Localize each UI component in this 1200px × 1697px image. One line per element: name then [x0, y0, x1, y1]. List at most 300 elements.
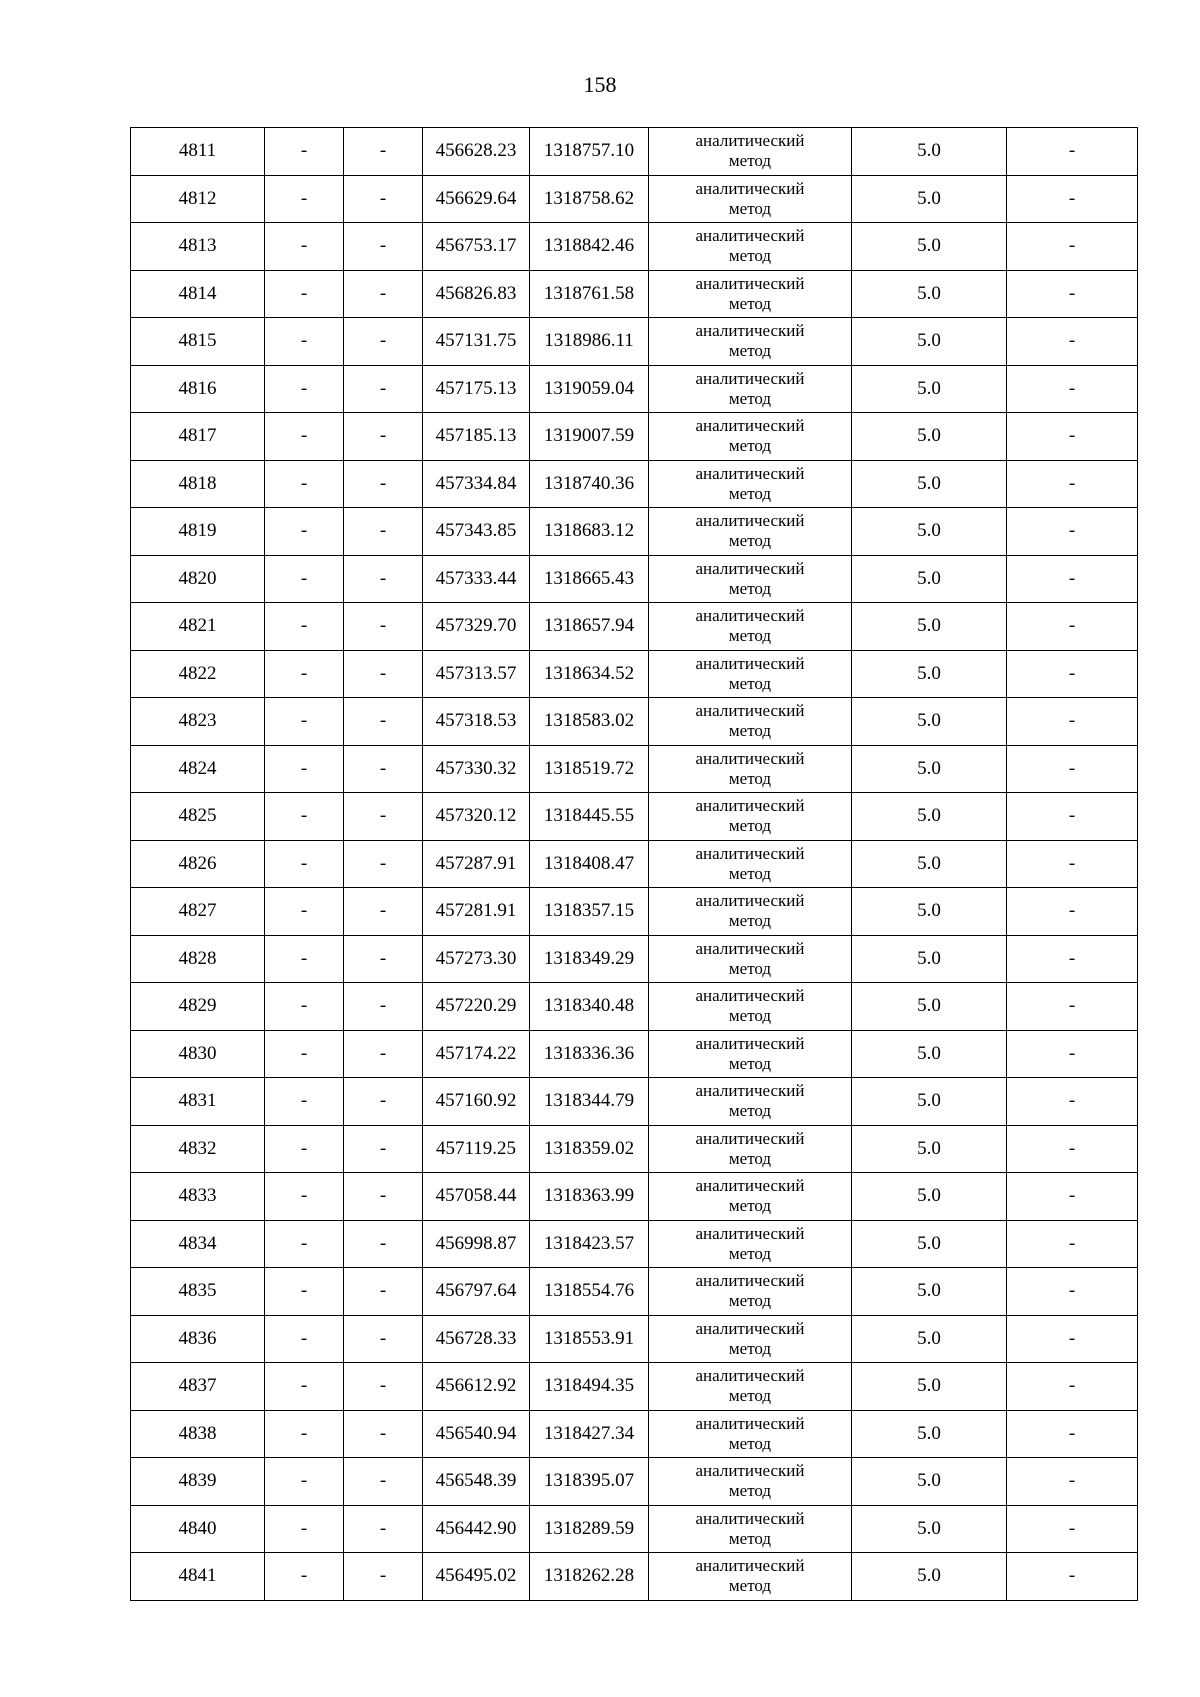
y-coordinate-cell: 1318665.43 — [530, 555, 649, 603]
dash-cell: - — [265, 1505, 344, 1553]
dash-cell: - — [1007, 1268, 1138, 1316]
method-line-2: метод — [728, 958, 772, 978]
dash-cell: - — [265, 1125, 344, 1173]
point-number-cell: 4814 — [131, 270, 265, 318]
y-coordinate-cell: 1318634.52 — [530, 650, 649, 698]
method-line-2: метод — [728, 341, 772, 361]
dash-cell: - — [1007, 1078, 1138, 1126]
dash-cell: - — [265, 983, 344, 1031]
method-line-2: метод — [728, 1053, 772, 1073]
table-row — [131, 1363, 1138, 1411]
method-cell — [649, 935, 852, 983]
method-cell — [649, 365, 852, 413]
method-line-1: аналитический — [695, 368, 805, 388]
point-number-cell: 4831 — [131, 1078, 265, 1126]
method-cell — [649, 1220, 852, 1268]
method-line-2: метод — [728, 151, 772, 171]
point-number-cell: 4835 — [131, 1268, 265, 1316]
dash-cell: - — [1007, 983, 1138, 1031]
method-line-1: аналитический — [695, 178, 805, 198]
dash-cell: - — [265, 1078, 344, 1126]
dash-cell: - — [1007, 270, 1138, 318]
point-number-cell: 4839 — [131, 1458, 265, 1506]
point-number-cell: 4828 — [131, 935, 265, 983]
dash-cell: - — [344, 460, 423, 508]
accuracy-cell: 5.0 — [852, 1030, 1007, 1078]
method-line-1: аналитический — [695, 748, 805, 768]
accuracy-cell: 5.0 — [852, 888, 1007, 936]
accuracy-cell: 5.0 — [852, 1220, 1007, 1268]
method-cell — [649, 1410, 852, 1458]
dash-cell: - — [265, 935, 344, 983]
dash-cell: - — [265, 1173, 344, 1221]
method-cell — [649, 745, 852, 793]
x-coordinate-cell: 457329.70 — [423, 603, 530, 651]
table-row — [131, 175, 1138, 223]
accuracy-cell: 5.0 — [852, 840, 1007, 888]
table-row — [131, 888, 1138, 936]
method-line-1: аналитический — [695, 891, 805, 911]
y-coordinate-cell: 1318758.62 — [530, 175, 649, 223]
method-line-2: метод — [728, 626, 772, 646]
method-line-1: аналитический — [695, 1461, 805, 1481]
accuracy-cell: 5.0 — [852, 1410, 1007, 1458]
y-coordinate-cell: 1318427.34 — [530, 1410, 649, 1458]
method-line-1: аналитический — [695, 1223, 805, 1243]
y-coordinate-cell: 1318344.79 — [530, 1078, 649, 1126]
x-coordinate-cell: 456548.39 — [423, 1458, 530, 1506]
accuracy-cell: 5.0 — [852, 175, 1007, 223]
dash-cell: - — [344, 888, 423, 936]
method-line-1: аналитический — [695, 463, 805, 483]
point-number-cell: 4834 — [131, 1220, 265, 1268]
y-coordinate-cell: 1318408.47 — [530, 840, 649, 888]
dash-cell: - — [1007, 650, 1138, 698]
dash-cell: - — [1007, 1410, 1138, 1458]
dash-cell: - — [344, 603, 423, 651]
dash-cell: - — [344, 1410, 423, 1458]
method-line-2: метод — [728, 816, 772, 836]
method-cell — [649, 1030, 852, 1078]
dash-cell: - — [265, 1410, 344, 1458]
method-line-1: аналитический — [695, 796, 805, 816]
x-coordinate-cell: 456629.64 — [423, 175, 530, 223]
accuracy-cell: 5.0 — [852, 935, 1007, 983]
method-line-2: метод — [728, 1576, 772, 1596]
method-cell — [649, 1173, 852, 1221]
table-row — [131, 555, 1138, 603]
method-cell — [649, 888, 852, 936]
dash-cell: - — [344, 128, 423, 176]
method-cell — [649, 698, 852, 746]
table-row — [131, 650, 1138, 698]
accuracy-cell: 5.0 — [852, 1505, 1007, 1553]
accuracy-cell: 5.0 — [852, 223, 1007, 271]
y-coordinate-cell: 1318553.91 — [530, 1315, 649, 1363]
method-line-1: аналитический — [695, 1176, 805, 1196]
dash-cell: - — [1007, 1030, 1138, 1078]
dash-cell: - — [265, 128, 344, 176]
dash-cell: - — [344, 935, 423, 983]
table-row — [131, 128, 1138, 176]
dash-cell: - — [1007, 1173, 1138, 1221]
method-line-2: метод — [728, 1101, 772, 1121]
table-row — [131, 1315, 1138, 1363]
method-cell — [649, 1458, 852, 1506]
point-number-cell: 4815 — [131, 318, 265, 366]
accuracy-cell: 5.0 — [852, 460, 1007, 508]
dash-cell: - — [265, 1030, 344, 1078]
method-cell — [649, 460, 852, 508]
dash-cell: - — [265, 1553, 344, 1601]
table-row — [131, 365, 1138, 413]
point-number-cell: 4826 — [131, 840, 265, 888]
method-cell — [649, 270, 852, 318]
table-row — [131, 318, 1138, 366]
method-line-1: аналитический — [695, 131, 805, 151]
method-line-2: метод — [728, 768, 772, 788]
x-coordinate-cell: 457273.30 — [423, 935, 530, 983]
x-coordinate-cell: 456753.17 — [423, 223, 530, 271]
point-number-cell: 4841 — [131, 1553, 265, 1601]
method-cell — [649, 555, 852, 603]
method-cell — [649, 1505, 852, 1553]
x-coordinate-cell: 457174.22 — [423, 1030, 530, 1078]
method-cell — [649, 603, 852, 651]
method-line-2: метод — [728, 1243, 772, 1263]
table-row — [131, 983, 1138, 1031]
dash-cell: - — [1007, 175, 1138, 223]
dash-cell: - — [344, 1173, 423, 1221]
dash-cell: - — [344, 318, 423, 366]
table-row — [131, 1220, 1138, 1268]
table-row — [131, 1553, 1138, 1601]
method-line-1: аналитический — [695, 1556, 805, 1576]
method-line-1: аналитический — [695, 321, 805, 341]
x-coordinate-cell: 457318.53 — [423, 698, 530, 746]
accuracy-cell: 5.0 — [852, 1173, 1007, 1221]
point-number-cell: 4827 — [131, 888, 265, 936]
method-line-1: аналитический — [695, 511, 805, 531]
y-coordinate-cell: 1318336.36 — [530, 1030, 649, 1078]
table-row — [131, 1125, 1138, 1173]
x-coordinate-cell: 456442.90 — [423, 1505, 530, 1553]
y-coordinate-cell: 1318554.76 — [530, 1268, 649, 1316]
method-line-2: метод — [728, 1338, 772, 1358]
table-row — [131, 270, 1138, 318]
accuracy-cell: 5.0 — [852, 1553, 1007, 1601]
point-number-cell: 4817 — [131, 413, 265, 461]
accuracy-cell: 5.0 — [852, 698, 1007, 746]
dash-cell: - — [1007, 603, 1138, 651]
y-coordinate-cell: 1318340.48 — [530, 983, 649, 1031]
method-line-2: метод — [728, 721, 772, 741]
table-row — [131, 508, 1138, 556]
method-line-2: метод — [728, 1528, 772, 1548]
dash-cell: - — [1007, 1315, 1138, 1363]
dash-cell: - — [265, 1220, 344, 1268]
y-coordinate-cell: 1318359.02 — [530, 1125, 649, 1173]
table-row — [131, 223, 1138, 271]
x-coordinate-cell: 457119.25 — [423, 1125, 530, 1173]
point-number-cell: 4830 — [131, 1030, 265, 1078]
dash-cell: - — [1007, 793, 1138, 841]
dash-cell: - — [344, 650, 423, 698]
method-line-1: аналитический — [695, 1081, 805, 1101]
dash-cell: - — [1007, 1505, 1138, 1553]
x-coordinate-cell: 457320.12 — [423, 793, 530, 841]
y-coordinate-cell: 1318583.02 — [530, 698, 649, 746]
method-line-2: метод — [728, 293, 772, 313]
y-coordinate-cell: 1318494.35 — [530, 1363, 649, 1411]
dash-cell: - — [1007, 888, 1138, 936]
dash-cell: - — [344, 698, 423, 746]
accuracy-cell: 5.0 — [852, 603, 1007, 651]
x-coordinate-cell: 457313.57 — [423, 650, 530, 698]
method-cell — [649, 840, 852, 888]
dash-cell: - — [1007, 745, 1138, 793]
method-line-2: метод — [728, 531, 772, 551]
point-number-cell: 4819 — [131, 508, 265, 556]
method-line-1: аналитический — [695, 1033, 805, 1053]
point-number-cell: 4838 — [131, 1410, 265, 1458]
method-line-2: метод — [728, 483, 772, 503]
dash-cell: - — [344, 1125, 423, 1173]
x-coordinate-cell: 457333.44 — [423, 555, 530, 603]
y-coordinate-cell: 1319007.59 — [530, 413, 649, 461]
y-coordinate-cell: 1318986.11 — [530, 318, 649, 366]
dash-cell: - — [344, 1315, 423, 1363]
coordinates-table — [130, 127, 1138, 1601]
table-row — [131, 698, 1138, 746]
method-line-1: аналитический — [695, 1508, 805, 1528]
method-line-1: аналитический — [695, 843, 805, 863]
dash-cell: - — [265, 508, 344, 556]
page-number: 158 — [583, 72, 617, 97]
dash-cell: - — [1007, 508, 1138, 556]
x-coordinate-cell: 456628.23 — [423, 128, 530, 176]
method-line-2: метод — [728, 388, 772, 408]
point-number-cell: 4824 — [131, 745, 265, 793]
dash-cell: - — [344, 745, 423, 793]
method-line-1: аналитический — [695, 558, 805, 578]
y-coordinate-cell: 1318289.59 — [530, 1505, 649, 1553]
dash-cell: - — [344, 555, 423, 603]
dash-cell: - — [344, 1030, 423, 1078]
method-line-2: метод — [728, 578, 772, 598]
x-coordinate-cell: 456495.02 — [423, 1553, 530, 1601]
y-coordinate-cell: 1318262.28 — [530, 1553, 649, 1601]
table-row — [131, 1078, 1138, 1126]
method-line-1: аналитический — [695, 273, 805, 293]
method-line-1: аналитический — [695, 986, 805, 1006]
dash-cell: - — [265, 318, 344, 366]
dash-cell: - — [344, 1553, 423, 1601]
point-number-cell: 4836 — [131, 1315, 265, 1363]
dash-cell: - — [1007, 318, 1138, 366]
point-number-cell: 4825 — [131, 793, 265, 841]
method-cell — [649, 508, 852, 556]
dash-cell: - — [1007, 365, 1138, 413]
dash-cell: - — [344, 840, 423, 888]
dash-cell: - — [265, 555, 344, 603]
x-coordinate-cell: 457058.44 — [423, 1173, 530, 1221]
dash-cell: - — [265, 1458, 344, 1506]
method-line-2: метод — [728, 1291, 772, 1311]
dash-cell: - — [265, 365, 344, 413]
dash-cell: - — [265, 698, 344, 746]
x-coordinate-cell: 457175.13 — [423, 365, 530, 413]
point-number-cell: 4811 — [131, 128, 265, 176]
dash-cell: - — [265, 460, 344, 508]
dash-cell: - — [1007, 1553, 1138, 1601]
dash-cell: - — [265, 175, 344, 223]
dash-cell: - — [265, 413, 344, 461]
dash-cell: - — [265, 270, 344, 318]
x-coordinate-cell: 457334.84 — [423, 460, 530, 508]
point-number-cell: 4832 — [131, 1125, 265, 1173]
table-row — [131, 1268, 1138, 1316]
accuracy-cell: 5.0 — [852, 508, 1007, 556]
method-cell — [649, 1078, 852, 1126]
table-row — [131, 793, 1138, 841]
table-row — [131, 840, 1138, 888]
x-coordinate-cell: 457287.91 — [423, 840, 530, 888]
y-coordinate-cell: 1318761.58 — [530, 270, 649, 318]
point-number-cell: 4818 — [131, 460, 265, 508]
dash-cell: - — [1007, 128, 1138, 176]
accuracy-cell: 5.0 — [852, 650, 1007, 698]
dash-cell: - — [1007, 555, 1138, 603]
method-line-2: метод — [728, 673, 772, 693]
accuracy-cell: 5.0 — [852, 270, 1007, 318]
accuracy-cell: 5.0 — [852, 555, 1007, 603]
x-coordinate-cell: 457160.92 — [423, 1078, 530, 1126]
method-line-1: аналитический — [695, 226, 805, 246]
dash-cell: - — [344, 413, 423, 461]
table-row — [131, 1173, 1138, 1221]
dash-cell: - — [1007, 1363, 1138, 1411]
x-coordinate-cell: 456540.94 — [423, 1410, 530, 1458]
accuracy-cell: 5.0 — [852, 128, 1007, 176]
method-line-1: аналитический — [695, 653, 805, 673]
y-coordinate-cell: 1318363.99 — [530, 1173, 649, 1221]
table-row — [131, 1410, 1138, 1458]
x-coordinate-cell: 456826.83 — [423, 270, 530, 318]
y-coordinate-cell: 1318842.46 — [530, 223, 649, 271]
table-row — [131, 413, 1138, 461]
method-line-2: метод — [728, 1196, 772, 1216]
table-row — [131, 1030, 1138, 1078]
dash-cell: - — [1007, 1458, 1138, 1506]
accuracy-cell: 5.0 — [852, 793, 1007, 841]
method-line-1: аналитический — [695, 606, 805, 626]
dash-cell: - — [265, 745, 344, 793]
method-cell — [649, 650, 852, 698]
point-number-cell: 4837 — [131, 1363, 265, 1411]
method-cell — [649, 1315, 852, 1363]
accuracy-cell: 5.0 — [852, 983, 1007, 1031]
point-number-cell: 4813 — [131, 223, 265, 271]
method-cell — [649, 1553, 852, 1601]
x-coordinate-cell: 456998.87 — [423, 1220, 530, 1268]
method-cell — [649, 223, 852, 271]
y-coordinate-cell: 1318519.72 — [530, 745, 649, 793]
dash-cell: - — [1007, 1220, 1138, 1268]
method-cell — [649, 1125, 852, 1173]
accuracy-cell: 5.0 — [852, 1268, 1007, 1316]
method-cell — [649, 1268, 852, 1316]
y-coordinate-cell: 1318423.57 — [530, 1220, 649, 1268]
x-coordinate-cell: 457343.85 — [423, 508, 530, 556]
method-line-1: аналитический — [695, 938, 805, 958]
y-coordinate-cell: 1318740.36 — [530, 460, 649, 508]
y-coordinate-cell: 1318683.12 — [530, 508, 649, 556]
y-coordinate-cell: 1318657.94 — [530, 603, 649, 651]
method-line-1: аналитический — [695, 1128, 805, 1148]
dash-cell: - — [265, 793, 344, 841]
accuracy-cell: 5.0 — [852, 1363, 1007, 1411]
dash-cell: - — [265, 603, 344, 651]
y-coordinate-cell: 1318349.29 — [530, 935, 649, 983]
table-body — [131, 128, 1138, 1601]
table-row — [131, 745, 1138, 793]
dash-cell: - — [344, 1220, 423, 1268]
method-line-2: метод — [728, 198, 772, 218]
dash-cell: - — [265, 840, 344, 888]
dash-cell: - — [265, 650, 344, 698]
x-coordinate-cell: 457131.75 — [423, 318, 530, 366]
dash-cell: - — [344, 365, 423, 413]
dash-cell: - — [1007, 840, 1138, 888]
table-row — [131, 460, 1138, 508]
point-number-cell: 4821 — [131, 603, 265, 651]
table-row — [131, 1458, 1138, 1506]
method-line-1: аналитический — [695, 416, 805, 436]
method-line-1: аналитический — [695, 1271, 805, 1291]
method-cell — [649, 128, 852, 176]
table-row — [131, 935, 1138, 983]
method-line-2: метод — [728, 1006, 772, 1026]
dash-cell: - — [1007, 1125, 1138, 1173]
x-coordinate-cell: 457281.91 — [423, 888, 530, 936]
method-cell — [649, 175, 852, 223]
dash-cell: - — [344, 270, 423, 318]
x-coordinate-cell: 457185.13 — [423, 413, 530, 461]
dash-cell: - — [1007, 460, 1138, 508]
method-cell — [649, 1363, 852, 1411]
dash-cell: - — [344, 508, 423, 556]
dash-cell: - — [344, 1458, 423, 1506]
method-line-1: аналитический — [695, 1366, 805, 1386]
point-number-cell: 4833 — [131, 1173, 265, 1221]
point-number-cell: 4822 — [131, 650, 265, 698]
dash-cell: - — [344, 175, 423, 223]
dash-cell: - — [344, 1078, 423, 1126]
point-number-cell: 4823 — [131, 698, 265, 746]
method-line-1: аналитический — [695, 701, 805, 721]
dash-cell: - — [1007, 698, 1138, 746]
accuracy-cell: 5.0 — [852, 1125, 1007, 1173]
dash-cell: - — [265, 1363, 344, 1411]
method-line-2: метод — [728, 863, 772, 883]
accuracy-cell: 5.0 — [852, 1078, 1007, 1126]
dash-cell: - — [265, 1315, 344, 1363]
accuracy-cell: 5.0 — [852, 745, 1007, 793]
y-coordinate-cell: 1318395.07 — [530, 1458, 649, 1506]
y-coordinate-cell: 1318445.55 — [530, 793, 649, 841]
point-number-cell: 4820 — [131, 555, 265, 603]
